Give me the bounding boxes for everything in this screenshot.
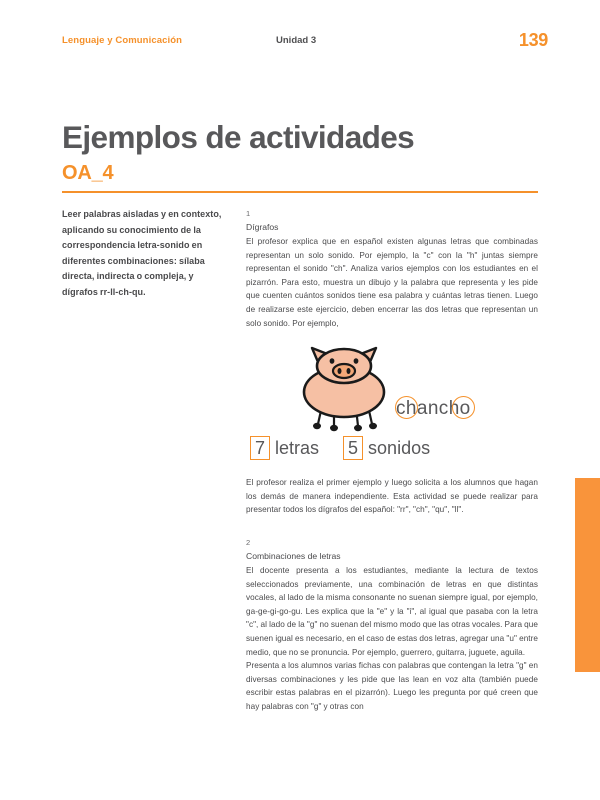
activity-body: El profesor realiza el primer ejemplo y luego solicita a los alumnos que hagan los demás de manera independiente. Esta actividad se puede realizar para presentar todos los dígrafos del español: "rr", "ch", "qu", "ll".: [246, 478, 538, 515]
activity-heading: Dígrafos: [246, 222, 279, 232]
digraph-circle-icon: [395, 396, 418, 419]
activities-column: [246, 207, 538, 797]
activity-block: [246, 659, 538, 713]
sounds-count-box: 5: [343, 436, 363, 460]
count-row: [250, 436, 454, 460]
activity-block: [246, 536, 538, 659]
activity-heading: Combinaciones de letras: [246, 550, 341, 561]
activity-body: Presenta a los alumnos varias fichas con palabras que contengan la letra "g" en diversas combinaciones y les pide que las lean en voz alta (también puede escribir estas palabras en el pizarrón). Luego les pregunta por qué creen que hay palabras con "g" y otras con: [246, 661, 538, 711]
letters-count-box: 7: [250, 436, 270, 460]
example-illustration: [246, 344, 538, 476]
activity-block: [246, 476, 538, 517]
activity-block: [246, 207, 538, 330]
page-header: [62, 28, 548, 50]
unit-edge-tab: [575, 478, 600, 672]
pig-icon: [288, 346, 400, 443]
sounds-label: sonidos: [368, 438, 431, 459]
activity-number: 1: [246, 209, 251, 218]
example-word: chancho: [396, 398, 471, 420]
activity-body: El docente presenta a los estudiantes, mediante la lectura de textos seleccionados previamente, una combinación de letras en que distintas vocales, al lado de la misma consonante no suenan siempre igual, por ejemplo, ga-ge-gi-go-gu. Les explica que la "e" y la "i", al igual que pasaba con la letra "c", al lado de la "g" no suenan del mismo modo que las otras vocales. Para que suenen igual es necesario, en el caso de estas dos letras, agregar una "u" entre medio, que no se pronuncia. Por ejemplo, guerrero, guitarra, juguete, aguila.: [246, 565, 538, 657]
activity-body: El profesor explica que en español existen algunas letras que combinadas representan un solo sonido. Por ejemplo, la "c" con la "h" juntas siempre representan el sonido "ch". Analiza varios ejemplos con los estudiantes en el pizarrón. Para esto, muestra un dibujo y la palabra que representa y les pide que cuenten cuántos sonidos tiene esa palabra y cuántas letras tienen. Luego de realizarse este ejercicio, deben encerrar las dos letras que representan un solo sonido. Por ejemplo,: [246, 237, 538, 328]
header-unit: Unidad 3: [276, 35, 317, 46]
page-number: 139: [518, 30, 548, 50]
digraph-circle-icon: [452, 396, 475, 419]
page-title: Ejemplos de actividades: [62, 119, 415, 156]
header-subject: Lenguaje y Comunicación: [62, 35, 183, 46]
objective-divider: [62, 191, 538, 193]
section-spacer: [246, 517, 538, 536]
objective-description: Leer palabras aisladas y en contexto, aplicando su conocimiento de la correspondencia letra-sonido en diferentes combinaciones: sílaba directa, indirecta o compleja, y dígrafos rr-ll-ch-qu.: [62, 209, 222, 297]
letters-label: letras: [275, 438, 320, 459]
activity-number: 2: [246, 537, 251, 547]
objective-code: OA_4: [62, 162, 114, 184]
